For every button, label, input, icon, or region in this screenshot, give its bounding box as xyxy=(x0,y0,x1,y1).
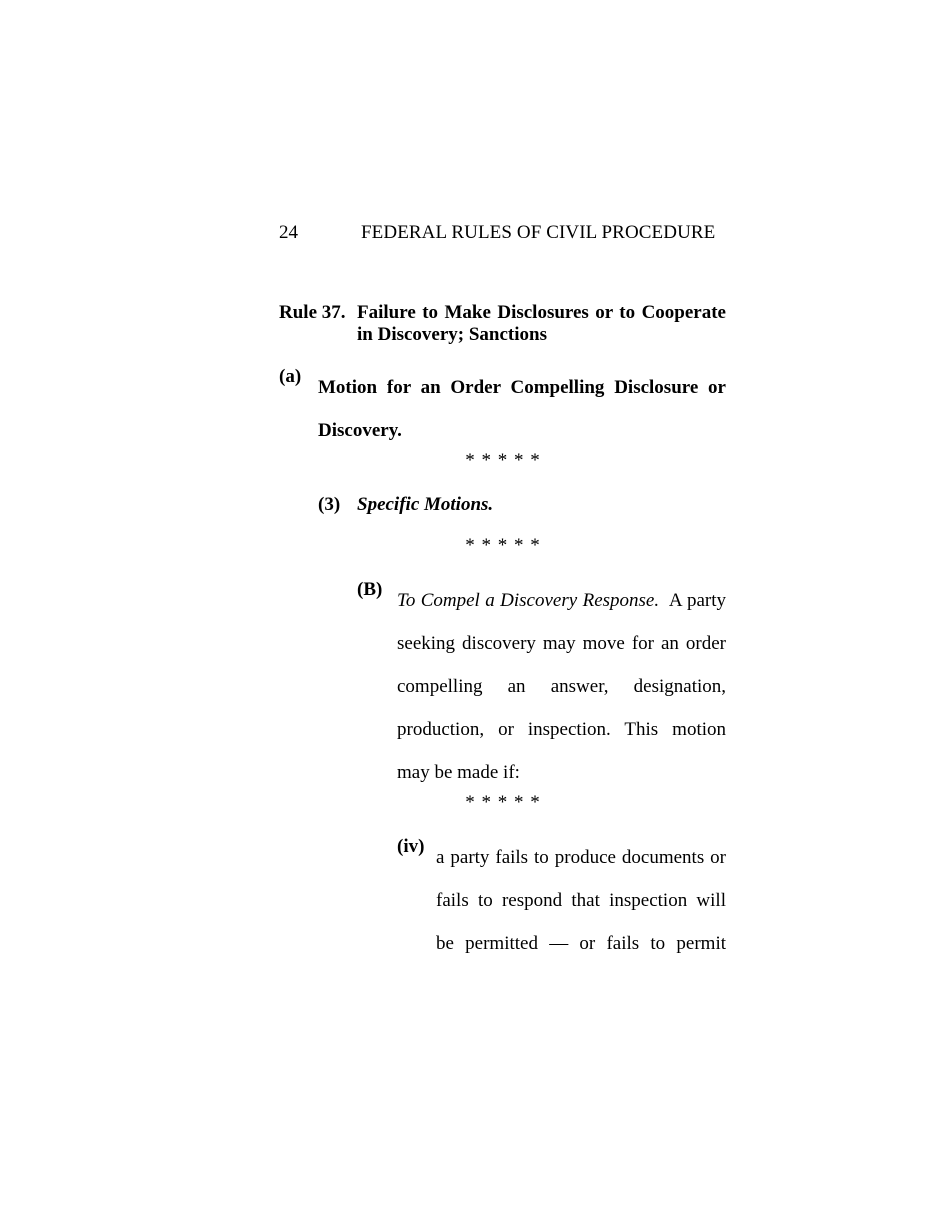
subdivision-a-heading: Motion for an Order Compelling Disclosure or Discovery. xyxy=(318,377,726,441)
omission-marker: * * * * * xyxy=(465,450,541,471)
subdivision-a-label: (a) xyxy=(279,366,302,387)
rule-title: Failure to Make Disclosures or to Cooperate in Discovery; Sanctions xyxy=(357,302,726,345)
subparagraph-b-label: (B) xyxy=(357,579,383,600)
paragraph-3-heading: Specific Motions. xyxy=(357,494,494,515)
subparagraph-b-body xyxy=(397,579,726,794)
omission-marker: * * * * * xyxy=(465,792,541,813)
paragraph-3-label: (3) xyxy=(318,494,341,515)
subparagraph-b-text: A party seeking discovery may move for an order compelling an answer, designation, production, or inspection. This motion may be made if: xyxy=(397,590,726,783)
item-iv-label: (iv) xyxy=(397,836,425,857)
running-head: FEDERAL RULES OF CIVIL PROCEDURE xyxy=(361,222,716,243)
omission-marker: * * * * * xyxy=(465,535,541,556)
page-number: 24 xyxy=(279,222,298,243)
rule-number: Rule 37. xyxy=(279,302,346,323)
item-iv-text: a party fails to produce documents or fails to respond that inspection will be permitted — or fails to permit xyxy=(436,847,726,954)
subparagraph-b-heading: To Compel a Discovery Response. xyxy=(397,590,660,611)
